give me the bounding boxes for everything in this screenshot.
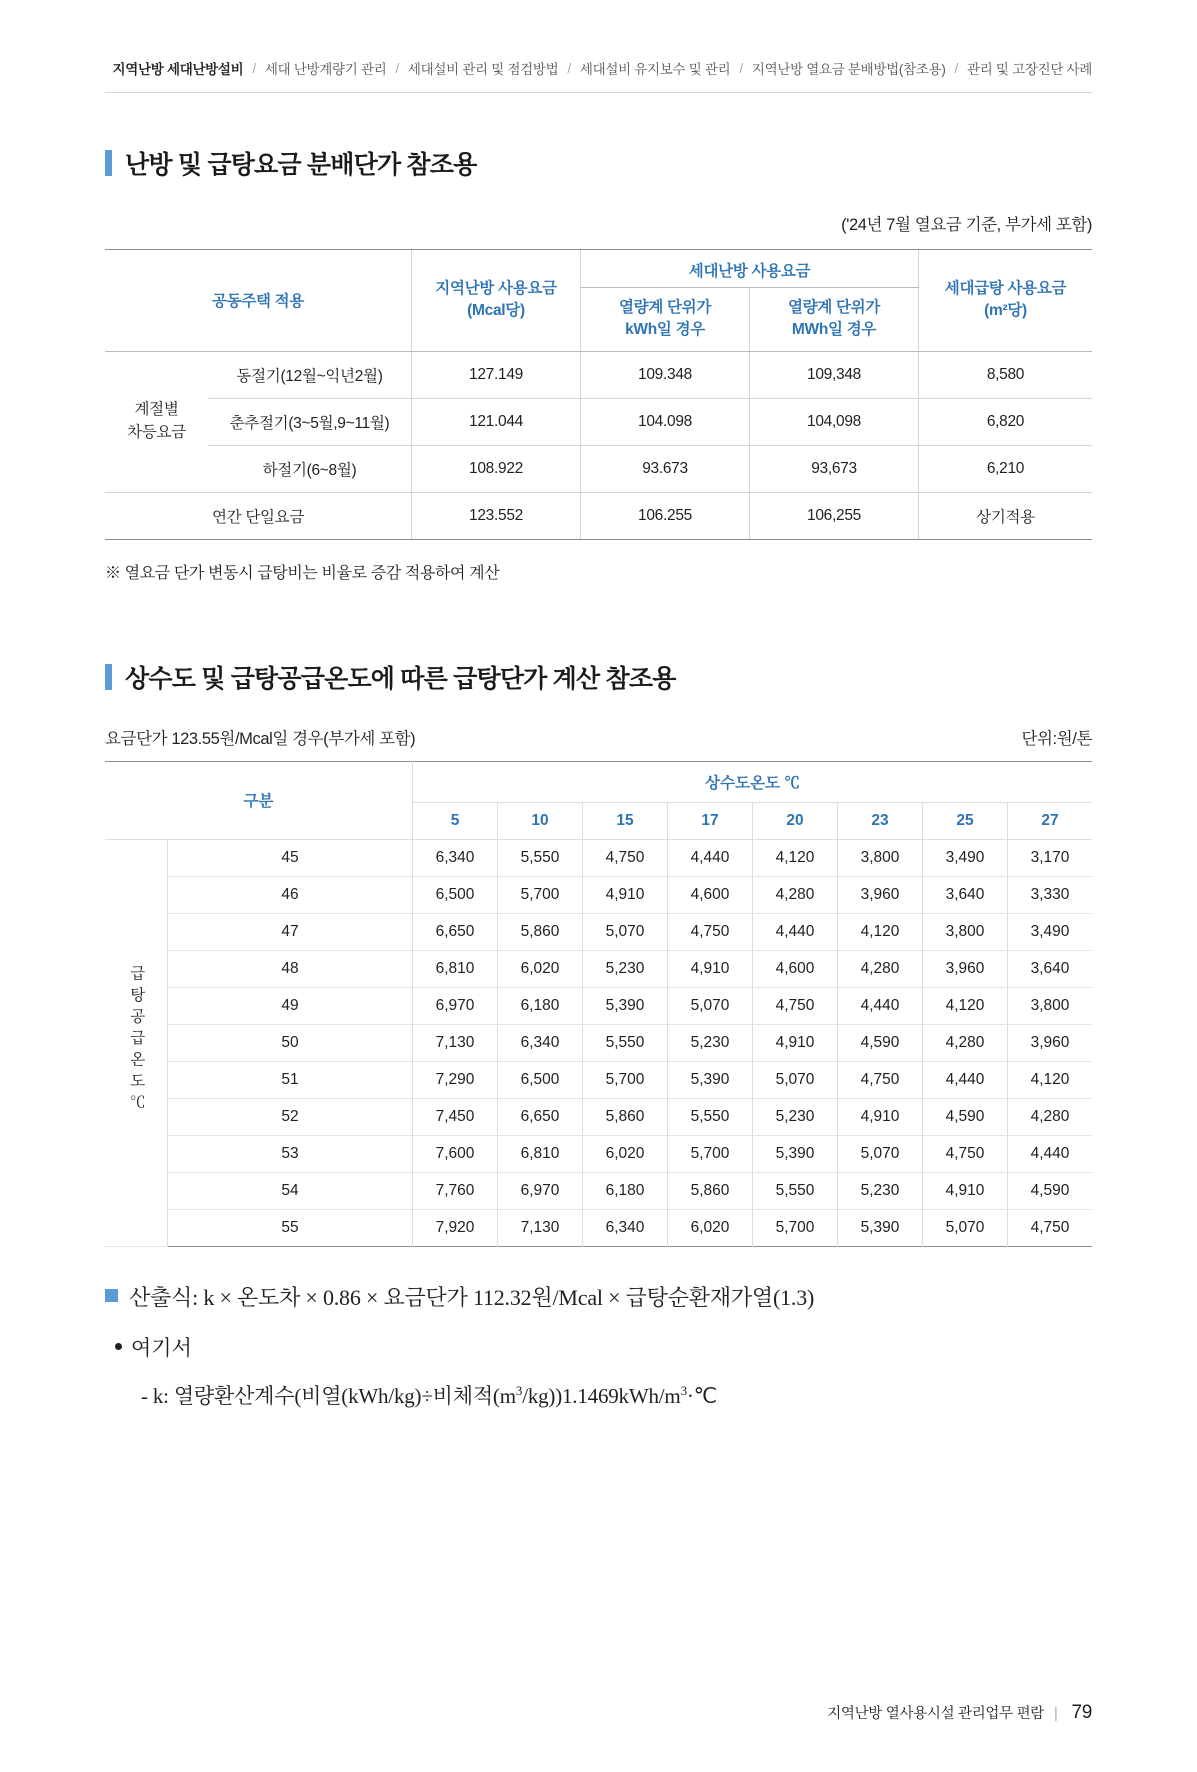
footer-title: 지역난방 열사용시설 관리업무 편람 [827,1706,1044,1722]
row-group-label-seasonal [105,351,208,492]
cell: 4,910 [753,1024,838,1061]
breadcrumb [105,0,1092,78]
cell: 3,800 [1008,987,1093,1024]
cell: 6,970 [498,1172,583,1209]
k-def-sup2: 3 [680,1382,687,1398]
corner-label: 구분 [105,761,413,839]
cell: 6,180 [498,987,583,1024]
cell: 5,070 [838,1135,923,1172]
breadcrumb-separator: / [567,60,571,76]
breadcrumb-item-4: 지역난방 열요금 분배방법(참조용) [751,62,946,77]
cell-district: 108.922 [412,445,581,492]
breadcrumb-separator: / [395,60,399,76]
page-number: 79 [1071,1702,1092,1723]
row-label-annual: 연간 단일요금 [105,492,412,539]
table-row [105,1098,1092,1135]
breadcrumb-separator: / [252,60,256,76]
cell: 7,760 [413,1172,498,1209]
formula-main-line [105,1281,1092,1312]
table-row [105,1172,1092,1209]
col-header-3: 17 [668,802,753,839]
col-header-kwh-line1: 열량계 단위가 [618,299,712,316]
cell: 4,440 [838,987,923,1024]
row-label: 춘추절기(3~5월,9~11월) [208,398,412,445]
col-header-mwh [750,288,919,352]
row-temp: 54 [168,1172,413,1209]
cell: 6,500 [498,1061,583,1098]
cell: 5,230 [838,1172,923,1209]
section-1-title: 난방 및 급탕요금 분배단가 참조용 [125,151,477,179]
row-temp: 46 [168,876,413,913]
cell: 5,230 [583,950,668,987]
cell: 6,340 [498,1024,583,1061]
hotwater-price-table [105,761,1092,1247]
cell: 6,180 [583,1172,668,1209]
col-header-6: 25 [923,802,1008,839]
cell-district: 123.552 [412,492,581,539]
cell: 3,960 [1008,1024,1093,1061]
col-header-0: 5 [413,802,498,839]
row-temp: 47 [168,913,413,950]
section-2-subnotes [105,725,1092,749]
cell: 4,440 [1008,1135,1093,1172]
cell: 3,640 [923,876,1008,913]
square-bullet-icon [105,1289,118,1302]
cell: 4,280 [923,1024,1008,1061]
formula-main-text: 산출식: k × 온도차 × 0.86 × 요금단가 112.32원/Mcal × 급탕순환재가열(1.3) [129,1284,815,1310]
cell: 3,640 [1008,950,1093,987]
cell: 4,750 [923,1135,1008,1172]
cell: 3,170 [1008,839,1093,876]
cell: 6,340 [413,839,498,876]
cell: 5,230 [668,1024,753,1061]
cell: 4,750 [753,987,838,1024]
cell: 7,450 [413,1098,498,1135]
row-group-label-text: 급탕공급온도℃ [127,965,145,1116]
dot-bullet-icon [115,1343,122,1350]
col-header-hotwater-line1: 세대급탕 사용요금 [944,280,1067,297]
cell: 4,280 [1008,1098,1093,1135]
cell-district: 121.044 [412,398,581,445]
col-header-household-group: 세대난방 사용요금 [581,250,919,288]
row-temp: 53 [168,1135,413,1172]
cell: 6,810 [413,950,498,987]
cell-kwh: 109.348 [581,351,750,398]
cell-kwh: 106.255 [581,492,750,539]
cell: 3,800 [923,913,1008,950]
row-temp: 55 [168,1209,413,1246]
cell: 4,750 [1030,1218,1070,1236]
cell: 7,920 [413,1209,498,1246]
cell: 4,280 [838,950,923,987]
cell: 5,070 [668,987,753,1024]
row-temp: 49 [168,987,413,1024]
cell: 5,390 [668,1061,753,1098]
cell: 5,860 [498,913,583,950]
cell: 3,960 [923,950,1008,987]
cell: 4,120 [838,913,923,950]
breadcrumb-divider [105,92,1092,93]
table-row [105,1024,1092,1061]
cell: 5,700 [583,1061,668,1098]
row-group-label-supply-temp [105,839,168,1246]
col-header-district-line2: (Mcal당) [467,302,525,320]
table-row [105,876,1092,913]
col-header-kwh [581,288,750,352]
cell: 4,440 [923,1061,1008,1098]
table-row [105,950,1092,987]
table-row [105,1135,1092,1172]
cell: 5,550 [668,1098,753,1135]
formula-k-definition [105,1380,1092,1410]
table-row [105,398,1092,445]
cell: 4,910 [923,1172,1008,1209]
cell: 7,130 [498,1209,583,1246]
breadcrumb-item-1: 세대 난방계량기 관리 [264,62,387,77]
row-group-label-line2: 차등요금 [127,423,186,441]
col-header-7: 27 [1008,802,1093,839]
col-header-district [412,250,581,352]
cell-mwh: 104,098 [750,398,919,445]
cell: 4,440 [668,839,753,876]
cell: 6,650 [413,913,498,950]
breadcrumb-item-5: 관리 및 고장진단 사례 [966,62,1092,77]
cell: 6,650 [498,1098,583,1135]
cell-hotwater: 6,820 [919,398,1093,445]
cell: 4,120 [923,987,1008,1024]
cell: 5,550 [498,839,583,876]
cell-kwh: 93.673 [581,445,750,492]
table-row [105,1209,1092,1246]
table-row [105,913,1092,950]
page-footer [827,1702,1092,1724]
cell: 4,750 [838,1061,923,1098]
k-def-sup1: 3 [515,1382,523,1398]
heating-rate-table [105,249,1092,540]
col-header-5: 23 [838,802,923,839]
row-temp: 51 [168,1061,413,1098]
row-group-label-line1: 계절별 [134,401,179,419]
col-header-mwh-line1: 열량계 단위가 [787,299,881,316]
cell: 4,280 [753,876,838,913]
row-label: 동절기(12월~익년2월) [208,351,412,398]
cell-hotwater: 8,580 [919,351,1093,398]
cell-district: 127.149 [412,351,581,398]
col-header-mwh-line2: MWh일 경우 [791,321,877,339]
table-row [105,987,1092,1024]
cell: 4,600 [668,876,753,913]
cell-mwh: 106,255 [750,492,919,539]
cell: 4,440 [753,913,838,950]
footer-divider: | [1053,1706,1058,1722]
k-def-post: ·℃ [686,1383,718,1408]
col-header-hotwater-line2: (m²당) [984,302,1027,320]
cell: 5,070 [583,913,668,950]
formula-block [105,1281,1092,1410]
cell: 4,750 [668,913,753,950]
cell: 6,500 [413,876,498,913]
row-temp: 50 [168,1024,413,1061]
row-temp: 45 [168,839,413,876]
row-temp: 48 [168,950,413,987]
col-header-1: 10 [498,802,583,839]
table-row [105,445,1092,492]
col-header-district-line1: 지역난방 사용요금 [435,280,557,297]
section-1-note-right: ('24년 7월 열요금 기준, 부가세 포함) [841,216,1092,234]
cell: 5,390 [838,1209,923,1246]
breadcrumb-separator: / [954,60,958,76]
col-header-hotwater [919,250,1093,352]
col-group-label: 상수도온도 ℃ [413,761,1093,802]
breadcrumb-item-3: 세대설비 유지보수 및 관리 [579,62,731,77]
cell: 3,960 [838,876,923,913]
cell: 7,600 [413,1135,498,1172]
col-header-kwh-line2: kWh일 경우 [625,321,705,339]
cell: 5,860 [668,1172,753,1209]
table-row [105,1061,1092,1098]
cell-hotwater: 6,210 [919,445,1093,492]
cell: 6,020 [583,1135,668,1172]
breadcrumb-separator: / [739,60,743,76]
cell: 3,800 [838,839,923,876]
section-2-heading [105,659,1092,695]
k-def-mid: /kg))1.1469kWh/m [522,1383,681,1408]
col-header-2: 15 [583,802,668,839]
cell: 4,590 [1008,1172,1093,1209]
section-1-heading [105,145,1092,181]
cell: 5,700 [498,876,583,913]
row-label: 하절기(6~8월) [208,445,412,492]
section-2-left-note: 요금단가 123.55원/Mcal일 경우(부가세 포함) [105,729,416,748]
cell: 3,490 [1008,913,1093,950]
cell: 3,330 [1008,876,1093,913]
cell: 7,290 [413,1061,498,1098]
cell-mwh: 109,348 [750,351,919,398]
cell: 7,130 [413,1024,498,1061]
col-header-4: 20 [753,802,838,839]
k-def-pre: - k: 열량환산계수(비열(kWh/kg)÷비체적(m [141,1383,516,1408]
row-temp: 52 [168,1098,413,1135]
breadcrumb-item-2: 세대설비 관리 및 점검방법 [407,62,559,77]
formula-here-line [105,1332,1092,1362]
cell: 4,120 [753,839,838,876]
cell: 6,970 [413,987,498,1024]
cell: 5,700 [668,1135,753,1172]
cell: 5,550 [753,1172,838,1209]
cell: 5,230 [753,1098,838,1135]
cell: 5,070 [923,1209,1008,1246]
section-2-right-note: 단위:원/톤 [1021,729,1092,748]
formula-here-text: 여기서 [131,1335,192,1360]
cell-hotwater: 상기적용 [919,492,1093,539]
col-header-apply: 공동주택 적용 [105,250,412,352]
cell: 5,390 [583,987,668,1024]
cell: 5,860 [583,1098,668,1135]
cell: 5,070 [753,1061,838,1098]
cell: 5,390 [753,1135,838,1172]
cell: 6,020 [498,950,583,987]
heading-accent-bar [105,664,112,690]
heading-accent-bar [105,150,112,176]
table-row [105,351,1092,398]
cell: 3,490 [923,839,1008,876]
cell-mwh: 93,673 [750,445,919,492]
cell: 4,910 [838,1098,923,1135]
cell: 6,020 [668,1209,753,1246]
cell: 4,120 [1008,1061,1093,1098]
cell-kwh: 104.098 [581,398,750,445]
cell: 4,590 [838,1024,923,1061]
breadcrumb-item-0: 지역난방 세대난방설비 [112,62,244,77]
cell: 4,910 [583,876,668,913]
cell: 4,600 [753,950,838,987]
cell: 5,550 [583,1024,668,1061]
cell: 5,700 [753,1209,838,1246]
cell: 6,340 [583,1209,668,1246]
section-1-note-bottom: ※ 열요금 단가 변동시 급탕비는 비율로 증감 적용하여 계산 [105,564,500,582]
table-row [105,839,1092,876]
table-row-annual [105,492,1092,539]
cell: 4,910 [668,950,753,987]
section-2-title: 상수도 및 급탕공급온도에 따른 급탕단가 계산 참조용 [125,664,676,693]
cell: 4,590 [923,1098,1008,1135]
cell: 4,750 [583,839,668,876]
cell: 6,810 [498,1135,583,1172]
